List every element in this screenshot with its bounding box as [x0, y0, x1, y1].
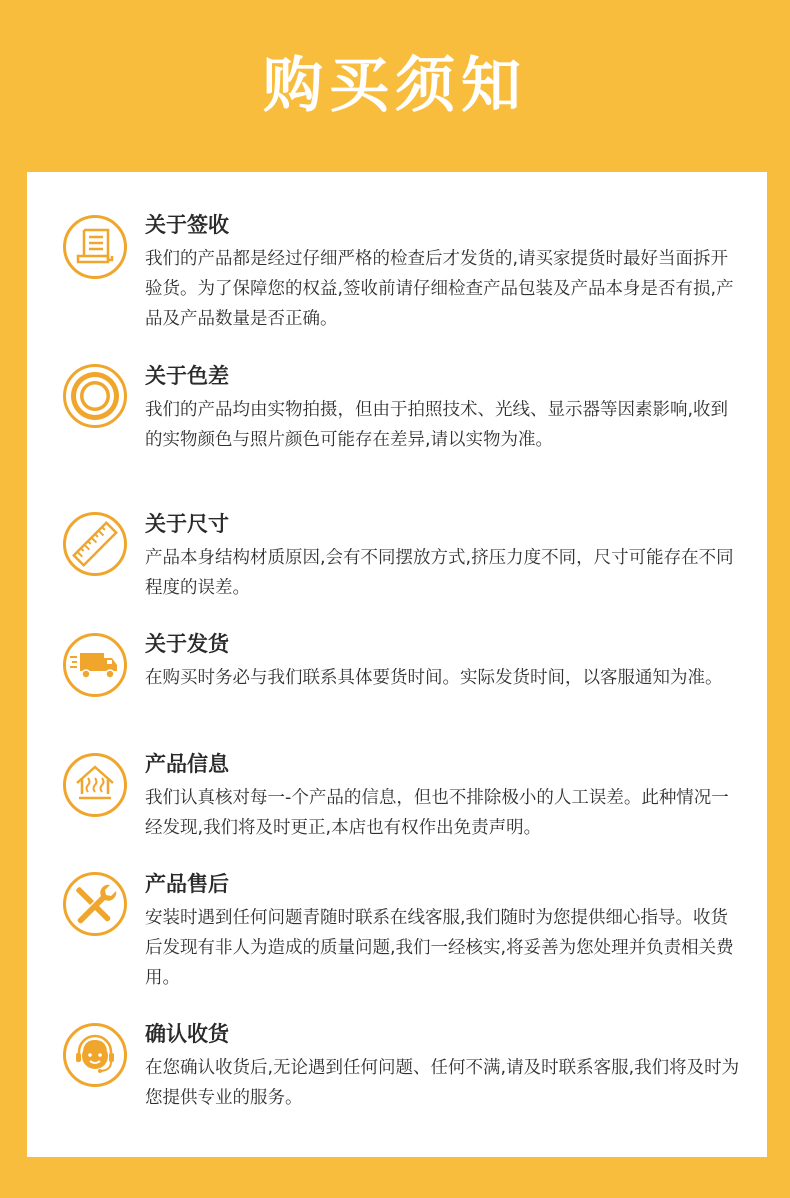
- delivery-truck-icon: [62, 632, 128, 698]
- customer-service-icon: [62, 1022, 128, 1088]
- section-body: 我们的产品均由实物拍摄，但由于拍照技术、光线、显示器等因素影响,收到的实物颜色与照片颜色可能存在差异,请以实物为准。: [145, 400, 729, 450]
- section-heading: 产品信息: [145, 752, 229, 776]
- section-heading: 关于发货: [145, 632, 229, 656]
- page-title: 购买须知: [263, 51, 527, 121]
- section-body: 我们的产品都是经过仔细严格的检查后才发货的,请买家提货时最好当面拆开验货。为了保障您的权益,签收前请仔细检查产品包装及产品本身是否有损,产品及产品数量是否正确。: [145, 249, 734, 329]
- section-heading: 关于尺寸: [145, 512, 229, 536]
- ruler-icon: [62, 511, 128, 577]
- section-body: 我们认真核对每一-个产品的信息，但也不排除极小的人工误差。此种情况一经发现,我们将及时更正,本店也有权作出免责声明。: [145, 788, 729, 838]
- notice-card: [27, 172, 767, 1157]
- section-heading: 关于色差: [145, 364, 229, 388]
- section-body: 安装时遇到任何问题青随时联系在线客服,我们随时为您提供细心指导。收货后发现有非人为造成的质量问题,我们一经核实,将妥善为您处理并负责相关费用。: [145, 908, 734, 988]
- section-body: 在您确认收货后,无论遇到任何问题、任何不满,请及时联系客服,我们将及时为您提供专业的服务。: [145, 1058, 740, 1108]
- tools-icon: [62, 871, 128, 937]
- section-heading: 关于签收: [145, 213, 229, 237]
- section-body: 在购买时务必与我们联系具体要货时间。实际发货时间，以客服通知为准。: [145, 668, 723, 688]
- section-heading: 确认收货: [145, 1022, 229, 1046]
- color-rings-icon: [62, 363, 128, 429]
- document-icon: [62, 214, 128, 280]
- section-body: 产品本身结构材质原因,会有不同摆放方式,挤压力度不同，尺寸可能存在不同程度的误差。: [145, 548, 734, 598]
- house-heat-icon: [62, 752, 128, 818]
- section-heading: 产品售后: [145, 872, 229, 896]
